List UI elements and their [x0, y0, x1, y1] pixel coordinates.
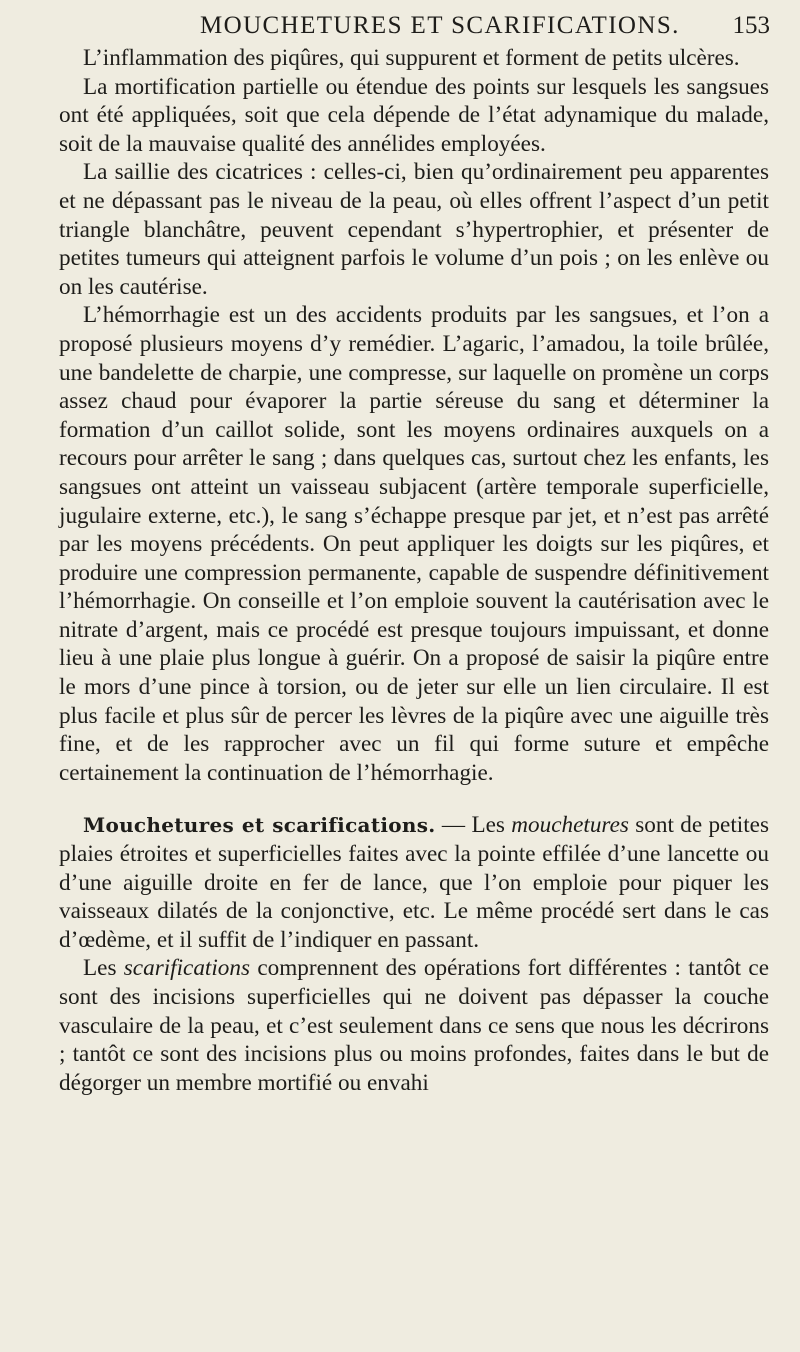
paragraph-mortification: La mortification partielle ou étendue des points sur lesquels les sangsues ont été appliquées, soit que cela dépende de l’état adynamique du malade, soit de la mauvaise qualité des annélides employées.	[59, 73, 769, 157]
paragraph-mouchetures	[59, 811, 769, 954]
section-intro-rest: sont de petites plaies étroites et superficielles faites avec la pointe effilée d’une lancette ou d’une aiguille droite en fer de lance, que l’on emploie pour piquer les vaisseaux dilatés de la conjonctive, etc. Le même procédé sert dans le cas d’œdème, et il suffit de l’indiquer en passant.	[59, 812, 769, 953]
paragraph-scarifications	[59, 954, 769, 1097]
section-intro-dash: — Les	[435, 812, 512, 839]
scarifications-rest: comprennent des opérations fort différentes : tantôt ce sont des incisions superficielles qui ne doivent pas dépasser la couche vasculaire de la peau, et c’est seulement dans ce sens que nous les décrirons ; tantôt ce sont des incisions plus ou moins profondes, faites dans le but de dégorger un membre mortifié ou envahi	[59, 955, 769, 1096]
scarifications-lead: Les	[83, 955, 124, 982]
section-spacer	[59, 787, 769, 811]
running-header	[0, 6, 800, 46]
page-number: 153	[732, 12, 770, 39]
paragraph-inflammation: L’inflammation des piqûres, qui suppurent et forment de petits ulcères.	[83, 45, 740, 71]
paragraph-hemorrhagie: L’hémorrhagie est un des accidents produits par les sangsues, et l’on a proposé plusieurs moyens d’y remédier. L’agaric, l’amadou, la toile brûlée, une bandelette de charpie, une compresse, sur laquelle on promène un corps assez chaud pour évaporer la partie séreuse du sang et déterminer la formation d’un caillot solide, sont les moyens ordinaires auxquels on a recours pour arrêter le sang ; dans quelques cas, surtout chez les enfants, les sangsues ont atteint un vaisseau subjacent (artère temporale superficielle, jugulaire externe, etc.), le sang s’échappe presque par jet, et n’est pas arrêté par les moyens précédents. On peut appliquer les doigts sur les piqûres, et produire une compression permanente, capable de suspendre définitivement l’hémorrhagie. On conseille et l’on emploie souvent la cautérisation avec le nitrate d’argent, mais ce procédé est presque toujours impuissant, et donne lieu à une plaie plus longue à guérir. On a proposé de saisir la piqûre entre le mors d’une pince à torsion, ou de jeter sur elle un lien circulaire. Il est plus facile et plus sûr de percer les lèvres de la piqûre avec une aiguille très fine, et de les rapprocher avec un fil qui forme suture et empêche certainement la continuation de l’hémorrhagie.	[59, 302, 769, 786]
section-heading: Mouchetures et scarifications.	[83, 813, 436, 838]
term-scarifications: scarifications	[123, 955, 251, 982]
body-text	[59, 44, 769, 1097]
paragraph-saillie: La saillie des cicatrices : celles-ci, bien qu’ordinairement peu apparentes et ne dépassant pas le niveau de la peau, où elles offrent l’aspect d’un petit triangle blanchâtre, peuvent cependant s’hypertrophier, et présenter de petites tumeurs qui atteignent parfois le volume d’un pois ; on les enlève ou on les cautérise.	[59, 159, 769, 300]
term-mouchetures: mouchetures	[511, 812, 629, 839]
running-title: MOUCHETURES ET SCARIFICATIONS.	[200, 12, 680, 39]
